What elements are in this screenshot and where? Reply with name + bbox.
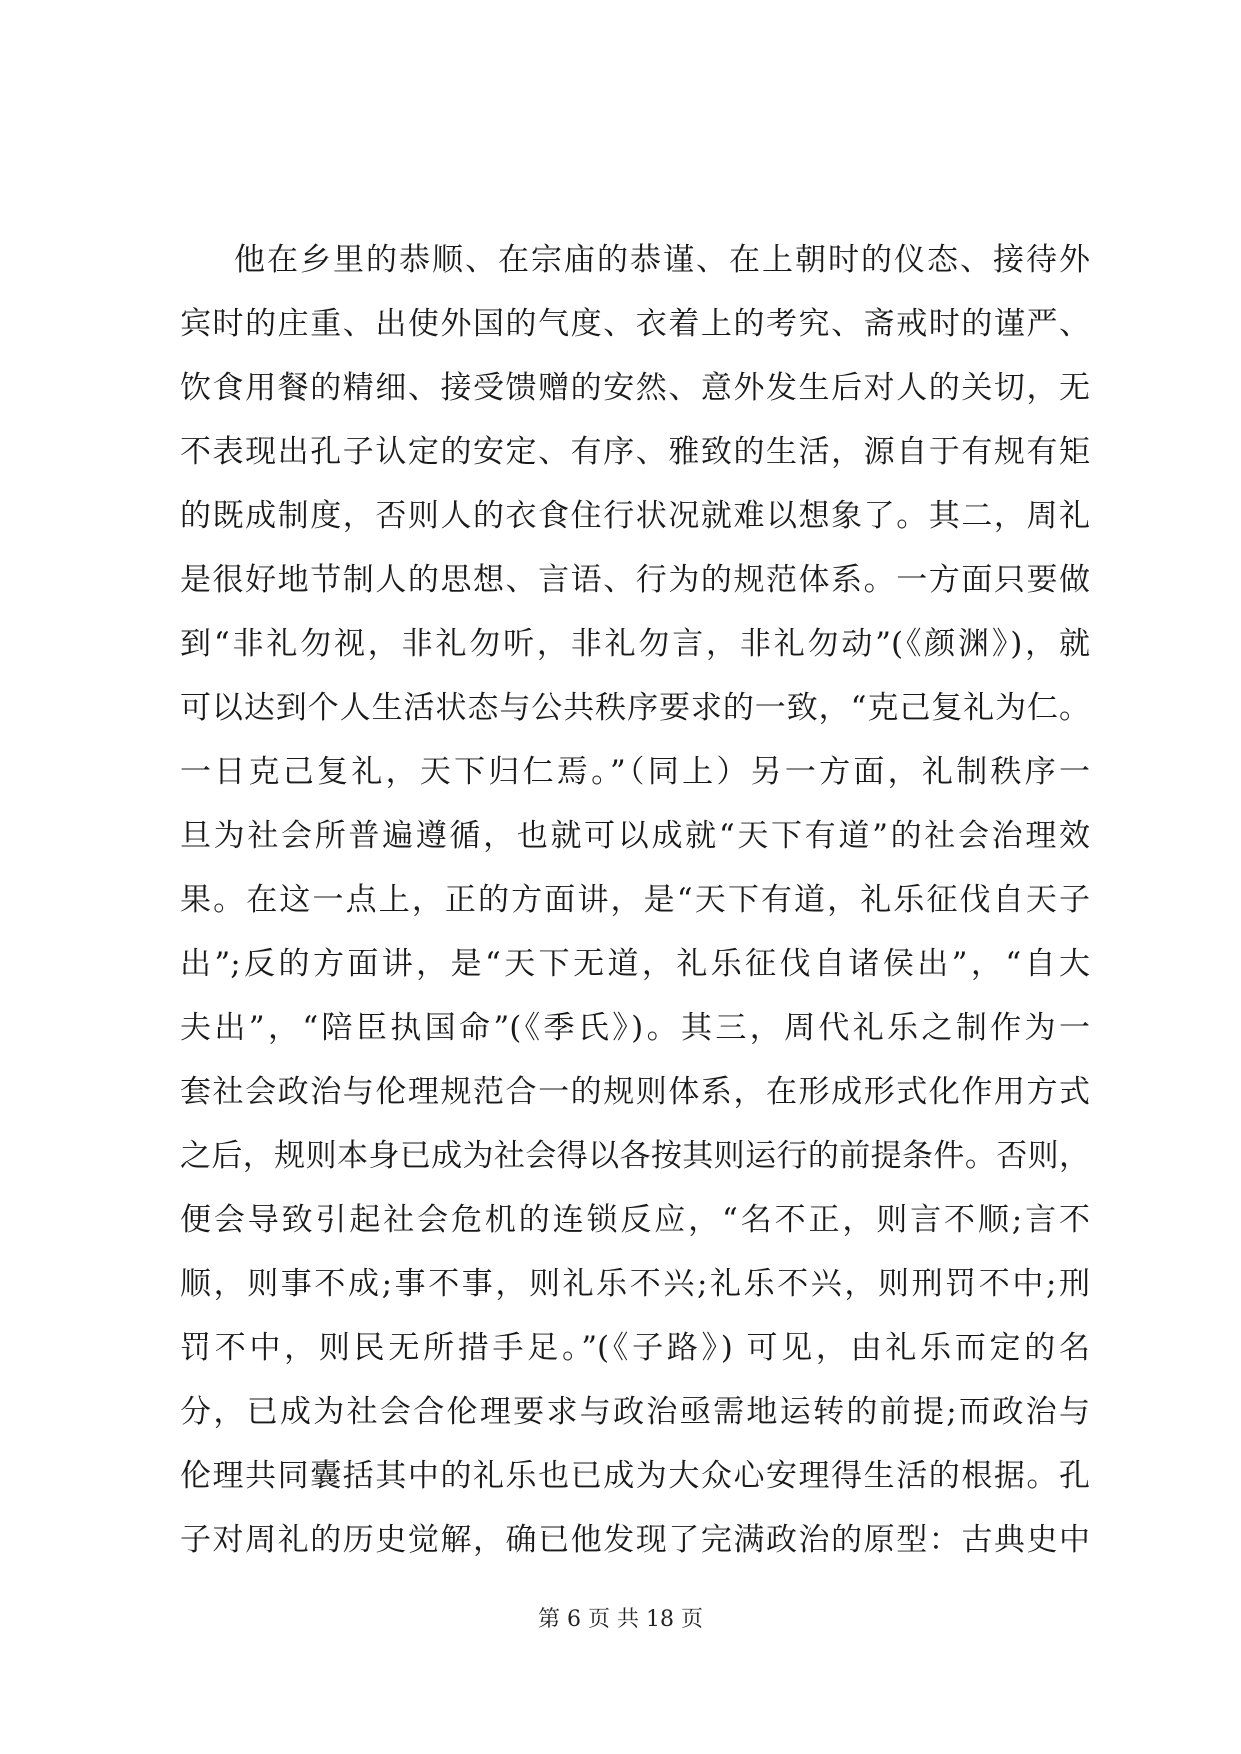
text-line: 不表现出孔子认定的安定、有序、雅致的生活，源自于有规有矩: [180, 434, 1090, 470]
text-line: 一日克己复礼，天下归仁焉。”（同上）另一方面，礼制秩序一: [180, 754, 1090, 790]
text-line: 可以达到个人生活状态与公共秩序要求的一致，“克己复礼为仁。: [180, 690, 1090, 726]
text-line: 果。在这一点上，正的方面讲，是“天下有道，礼乐征伐自天子: [180, 882, 1090, 918]
page-number-footer: 第 6 页 共 18 页: [538, 1607, 703, 1632]
text-line: 罚不中，则民无所措手足。”(《子路》) 可见，由礼乐而定的名: [180, 1330, 1090, 1366]
text-line: 到“非礼勿视，非礼勿听，非礼勿言，非礼勿动”(《颜渊》)，就: [180, 626, 1090, 662]
text-line: 伦理共同囊括其中的礼乐也已成为大众心安理得生活的根据。孔: [180, 1458, 1090, 1494]
text-line: 是很好地节制人的思想、言语、行为的规范体系。一方面只要做: [180, 562, 1090, 598]
text-line: 夫出”，“陪臣执国命”(《季氏》)。其三，周代礼乐之制作为一: [180, 1010, 1090, 1046]
text-line: 套社会政治与伦理规范合一的规则体系，在形成形式化作用方式: [180, 1074, 1090, 1110]
text-line: 便会导致引起社会危机的连锁反应，“名不正，则言不顺;言不: [180, 1202, 1090, 1238]
text-line: 旦为社会所普遍遵循，也就可以成就“天下有道”的社会治理效: [180, 818, 1090, 854]
text-line: 的既成制度，否则人的衣食住行状况就难以想象了。其二，周礼: [180, 498, 1090, 534]
text-line: 子对周礼的历史觉解，确已他发现了完满政治的原型：古典史中: [180, 1522, 1090, 1558]
text-line: 宾时的庄重、出使外国的气度、衣着上的考究、斋戒时的谨严、: [180, 306, 1090, 342]
text-line: 分，已成为社会合伦理要求与政治亟需地运转的前提;而政治与: [180, 1394, 1090, 1430]
text-line: 出”;反的方面讲，是“天下无道，礼乐征伐自诸侯出”，“自大: [180, 946, 1090, 982]
text-line: 饮食用餐的精细、接受馈赠的安然、意外发生后对人的关切，无: [180, 370, 1090, 406]
body-paragraph: [180, 228, 1090, 1572]
text-line: 他在乡里的恭顺、在宗庙的恭谨、在上朝时的仪态、接待外: [234, 242, 1090, 278]
text-line: 顺，则事不成;事不事，则礼乐不兴;礼乐不兴，则刑罚不中;刑: [180, 1266, 1090, 1302]
text-line: 之后，规则本身已成为社会得以各按其则运行的前提条件。否则，: [180, 1138, 1090, 1174]
